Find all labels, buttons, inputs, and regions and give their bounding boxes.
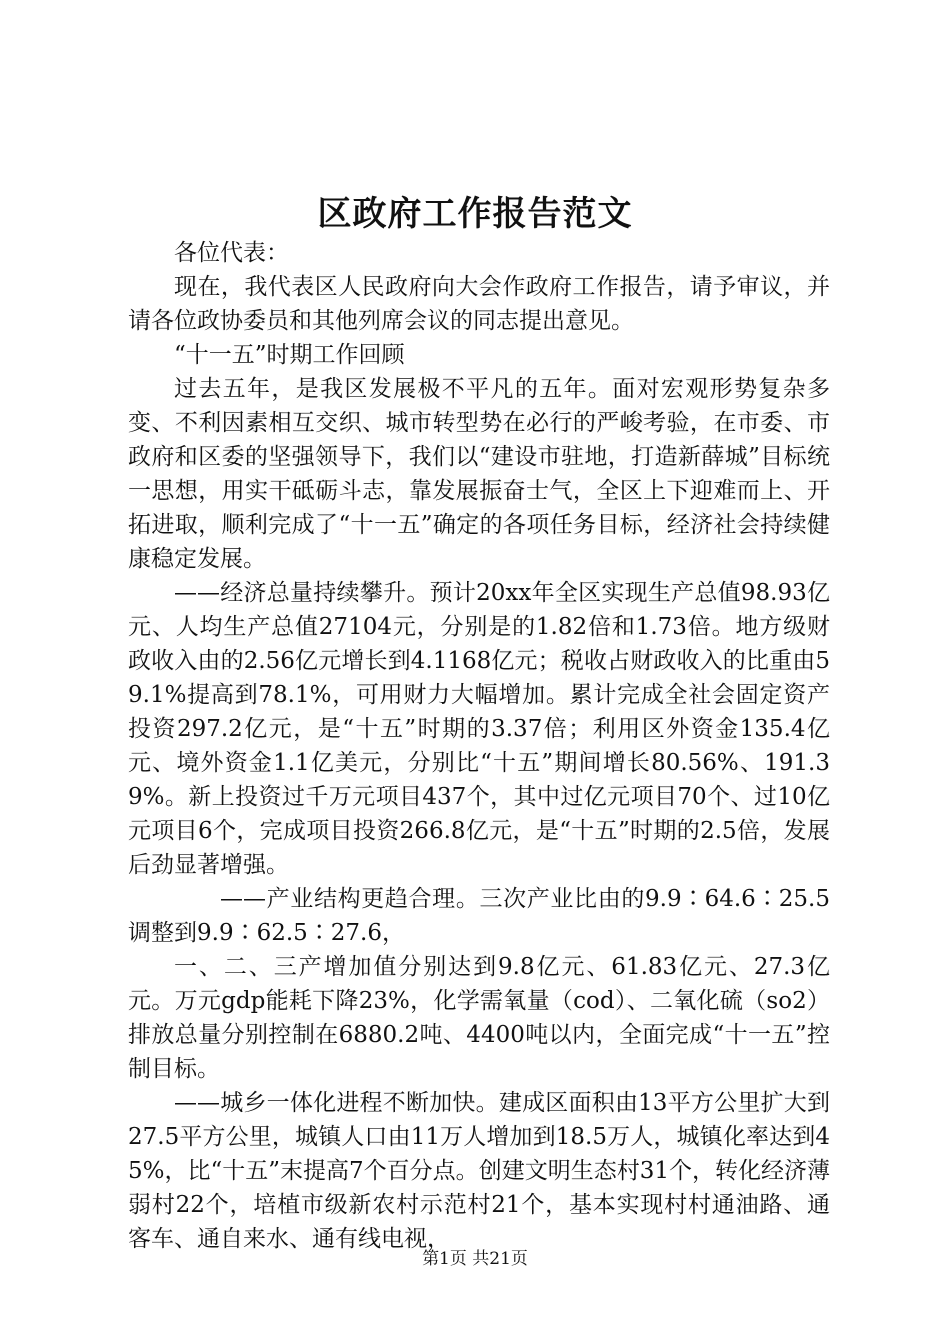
paragraph-intro: 现在，我代表区人民政府向大会作政府工作报告，请予审议，并请各位政协委员和其他列席会议的同志提出意见。 [128,274,830,334]
section-heading: “十一五”时期工作回顾 [174,342,405,368]
paragraph-salutation: 各位代表： [174,240,289,266]
page-footer: 第1页 共21页 [422,1249,528,1269]
paragraph-economy: ——经济总量持续攀升。预计20xx年全区实现生产总值98.93亿元、人均生产总值27104元，分别是的1.82倍和1.73倍。地方级财政收入由的2.56亿元增长到4.1168亿元；税收占财政收入的比重由59.1%提高到78.1%，可用财力大幅增加。累计完成全社会固定资产投资297.2亿元，是“十五”时期的3.37倍；利用区外资金135.4亿元、境外资金1.1亿美元，分别比“十五”期间增长80.56%、191.39%。新上投资过千万元项目437个，其中过亿元项目70个、过10亿元项目6个，完成项目投资266.8亿元，是“十五”时期的2.5倍，发展后劲显著增强。 [128,580,830,878]
paragraph-urbanization: ——城乡一体化进程不断加快。建成区面积由13平方公里扩大到27.5平方公里，城镇人口由11万人增加到18.5万人，城镇化率达到45%，比“十五”末提高7个百分点。创建文明生态村31个，转化经济薄弱村22个，培植市级新农村示范村21个，基本实现村村通油路、通客车、通自来水、通有线电视， [128,1090,830,1252]
paragraph-industry-structure: ——产业结构更趋合理。三次产业比由的9.9∶64.6∶25.5调整到9.9∶62.5∶27.6， [128,886,830,946]
document-body [128,236,830,1256]
page-title: 区政府工作报告范文 [317,194,633,234]
paragraph-industry-values: 一、二、三产增加值分别达到9.8亿元、61.83亿元、27.3亿元。万元gdp能耗下降23%，化学需氧量（cod）、二氧化硫（so2）排放总量分别控制在6880.2吨、4400吨以内，全面完成“十一五”控制目标。 [128,954,830,1082]
paragraph-review: 过去五年，是我区发展极不平凡的五年。面对宏观形势复杂多变、不利因素相互交织、城市转型势在必行的严峻考验，在市委、市政府和区委的坚强领导下，我们以“建设市驻地，打造新薛城”目标统一思想，用实干砥砺斗志，靠发展振奋士气，全区上下迎难而上、开拓进取，顺利完成了“十一五”确定的各项任务目标，经济社会持续健康稳定发展。 [128,376,830,572]
